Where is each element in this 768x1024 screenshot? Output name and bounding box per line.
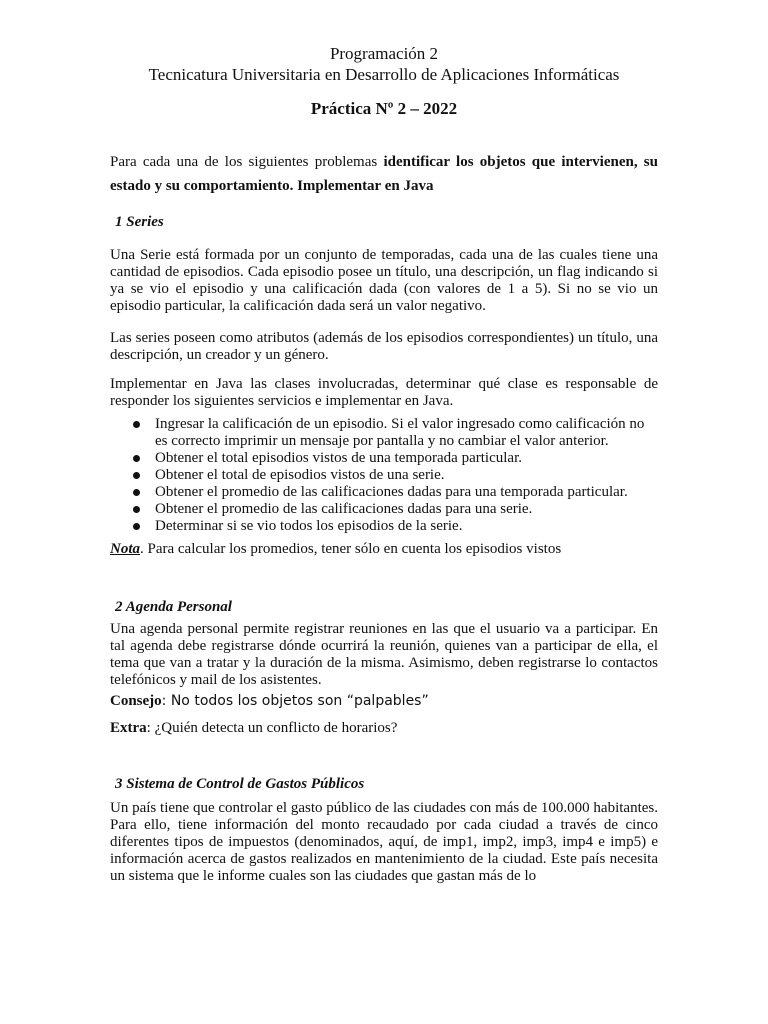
extra-label: Extra: [110, 720, 147, 736]
advice-label: Consejo: [110, 693, 162, 709]
list-item: [110, 450, 658, 467]
intro-text: Para cada una de los siguientes problemas: [110, 154, 384, 170]
section-1-paragraph-3: Implementar en Java las clases involucradas, determinar qué clase es responsable de responder los siguientes servicios e implementar en Java.: [110, 376, 658, 409]
advice-text: : No todos los objetos son “palpables”: [161, 693, 429, 709]
section-1-bullet-list: [110, 416, 658, 535]
section-1-paragraph-1: Una Serie está formada por un conjunto de temporadas, cada una de las cuales tiene una cantidad de episodios. Cada episodio posee un título, una descripción, un flag indicando si ya se vio el episodio y una calificación dada (con valores de 1 a 5). Si no se vio un episodio particular, la calificación dada será un valor negativo.: [110, 247, 658, 314]
list-item: [110, 484, 658, 501]
bullet-icon: [133, 421, 140, 428]
list-item-text: Obtener el total episodios vistos de una temporada particular.: [155, 450, 522, 466]
list-item-text: Obtener el promedio de las calificaciones dadas para una temporada particular.: [155, 484, 628, 500]
list-item-text: Ingresar la calificación de un episodio. Si el valor ingresado como calificación no es correcto imprimir un mensaje por pantalla y no cambiar el valor anterior.: [155, 416, 645, 449]
list-item: [110, 467, 658, 484]
bullet-icon: [133, 523, 140, 530]
bullet-icon: [133, 489, 140, 496]
section-2-title: 2 Agenda Personal: [115, 599, 232, 615]
section-1-title: 1 Series: [115, 214, 164, 230]
course-name: Programación 2: [329, 44, 439, 63]
bullet-icon: [133, 472, 140, 479]
section-1-note: [110, 541, 658, 558]
section-3-paragraph-1: Un país tiene que controlar el gasto público de las ciudades con más de 100.000 habitantes. Para ello, tiene información del monto recaudado por cada ciudad a través de cinco diferentes tipos de impuestos (denominados, aquí, de imp1, imp2, imp3, imp4 e imp5) e información acerca de gastos realizados en mantenimiento de la ciudad. Este país necesita un sistema que le informe cuales son las ciudades que gastan más de lo: [110, 800, 658, 884]
bullet-icon: [133, 506, 140, 513]
degree-name: Tecnicatura Universitaria en Desarrollo de Aplicaciones Informáticas: [148, 65, 620, 84]
section-2-advice: [110, 693, 658, 710]
list-item-text: Determinar si se vio todos los episodios de la serie.: [155, 518, 463, 534]
note-text: . Para calcular los promedios, tener sólo en cuenta los episodios vistos: [140, 541, 562, 557]
extra-text: : ¿Quién detecta un conflicto de horarios?: [146, 720, 398, 736]
intro-bold-text: identificar los objetos que intervienen, su estado y su comportamiento. Implementar en Java: [110, 154, 658, 194]
practice-title: Práctica Nº 2 – 2022: [310, 99, 458, 118]
section-3-title: 3 Sistema de Control de Gastos Públicos: [115, 776, 365, 792]
note-label: Nota: [110, 541, 140, 557]
list-item: [110, 416, 658, 450]
bullet-icon: [133, 455, 140, 462]
intro-paragraph: [110, 150, 658, 198]
section-2-paragraph-1: Una agenda personal permite registrar reuniones en las que el usuario va a participar. En tal agenda debe registrarse dónde ocurrirá la reunión, quienes van a participar de ella, el tema que van a tratar y la duración de la misma. Asimismo, deben registrarse lo contactos telefónicos y mail de los asistentes.: [110, 621, 658, 688]
list-item-text: Obtener el total de episodios vistos de una serie.: [155, 467, 445, 483]
list-item: [110, 518, 658, 535]
list-item-text: Obtener el promedio de las calificaciones dadas para una serie.: [155, 501, 533, 517]
section-2-extra: [110, 720, 658, 737]
list-item: [110, 501, 658, 518]
section-1-paragraph-2: Las series poseen como atributos (además de los episodios correspondientes) un título, una descripción, un creador y un género.: [110, 330, 658, 363]
